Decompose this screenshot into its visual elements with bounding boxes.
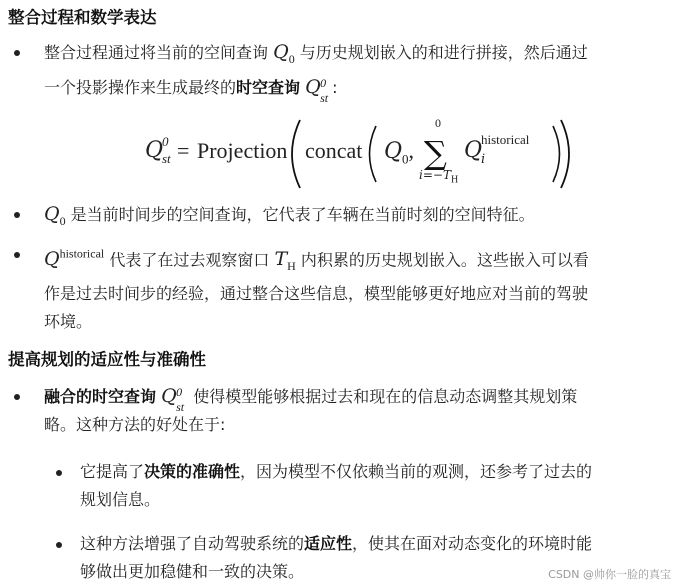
formula-projection: Projection bbox=[197, 138, 288, 163]
bold-term: 融合的时空查询 bbox=[44, 387, 157, 406]
text: 整合过程通过将当前的空间查询 bbox=[44, 43, 269, 62]
text: 略。这种方法的好处在于: bbox=[44, 415, 226, 434]
qst-symbol: Q 0 st bbox=[161, 385, 185, 414]
text: 使得模型能够根据过去和现在的信息动态调整其规划策 bbox=[193, 387, 578, 406]
bullet-integration-process: 整合过程通过将当前的空间查询 $Q_0$ 与历史规划嵌入的和进行拼接，然后通过 一个投影操作来生成最终的时空查询 Q 0 st : bbox=[44, 41, 588, 105]
bullet-dot bbox=[14, 252, 20, 258]
sum-lower-limit: $i=-T_H$ bbox=[419, 168, 459, 186]
text: ，使其在面对动态变化的环境时能 bbox=[352, 534, 593, 553]
big-left-paren bbox=[292, 120, 300, 188]
th-symbol: $T_H$ bbox=[274, 248, 296, 274]
text: ，因为模型不仅依赖当前的观测，还参考了过去的 bbox=[240, 462, 593, 481]
formula-q0: $Q_0$, bbox=[384, 138, 415, 167]
sum-upper-limit: 0 bbox=[435, 116, 441, 130]
q0-symbol: $Q_0$ bbox=[273, 41, 295, 66]
formula-display bbox=[0, 116, 681, 192]
text: 规划信息。 bbox=[80, 490, 161, 509]
text: 环境。 bbox=[44, 312, 93, 332]
text: 这种方法增强了自动驾驶系统的 bbox=[80, 534, 305, 553]
bold-term: 适应性 bbox=[304, 534, 353, 553]
sub-bullet-accuracy bbox=[80, 458, 675, 514]
formula-equals: = bbox=[177, 138, 190, 163]
text: 够做出更加稳健和一致的决策。 bbox=[80, 562, 305, 581]
bullet-dot bbox=[14, 50, 20, 56]
text: 内积累的历史规划嵌入。这些嵌入可以看 bbox=[300, 250, 589, 270]
formula-qi-historical: Q historical i bbox=[464, 132, 530, 167]
bullet-historical-definition bbox=[44, 240, 674, 336]
bullet-q0-definition bbox=[44, 200, 674, 235]
q-historical-symbol: $Q^{historical}$ bbox=[44, 247, 105, 271]
mid-right-paren bbox=[553, 126, 560, 182]
text: 一个投影操作来生成最终的 bbox=[44, 77, 237, 97]
sub-bullet-dot bbox=[56, 542, 62, 548]
bullet-dot bbox=[14, 212, 20, 218]
text: 与历史规划嵌入的和进行拼接，然后通过 bbox=[299, 43, 588, 62]
qst-symbol: Q 0 st bbox=[305, 75, 329, 105]
bold-term: 时空查询 bbox=[236, 77, 301, 97]
bold-term: 决策的准确性 bbox=[144, 462, 241, 481]
q0-symbol: $Q_0$ bbox=[44, 203, 66, 228]
text: 代表了在过去观察窗口 bbox=[109, 250, 270, 270]
watermark: CSDN @帅你一脸的真宝 bbox=[548, 568, 671, 581]
bullet-dot bbox=[14, 394, 20, 400]
section-heading-integration: 整合过程和数学表达 bbox=[8, 8, 157, 27]
bullet-fused-query bbox=[44, 382, 674, 439]
mid-left-paren bbox=[370, 126, 377, 182]
text: 是当前时间步的空间查询，它代表了车辆在当前时刻的空间特征。 bbox=[70, 205, 535, 224]
big-right-paren bbox=[561, 120, 569, 188]
formula-lhs: Q 0 st bbox=[145, 134, 171, 166]
text: 作是过去时间步的经验，通过整合这些信息，模型能够更好地应对当前的驾驶 bbox=[44, 284, 589, 304]
section-heading-adaptability: 提高规划的适应性与准确性 bbox=[8, 350, 206, 369]
formula-concat: concat bbox=[305, 138, 363, 163]
sum-sign: ∑ bbox=[424, 134, 447, 172]
sub-bullet-dot bbox=[56, 470, 62, 476]
text: 它提高了 bbox=[80, 462, 145, 481]
